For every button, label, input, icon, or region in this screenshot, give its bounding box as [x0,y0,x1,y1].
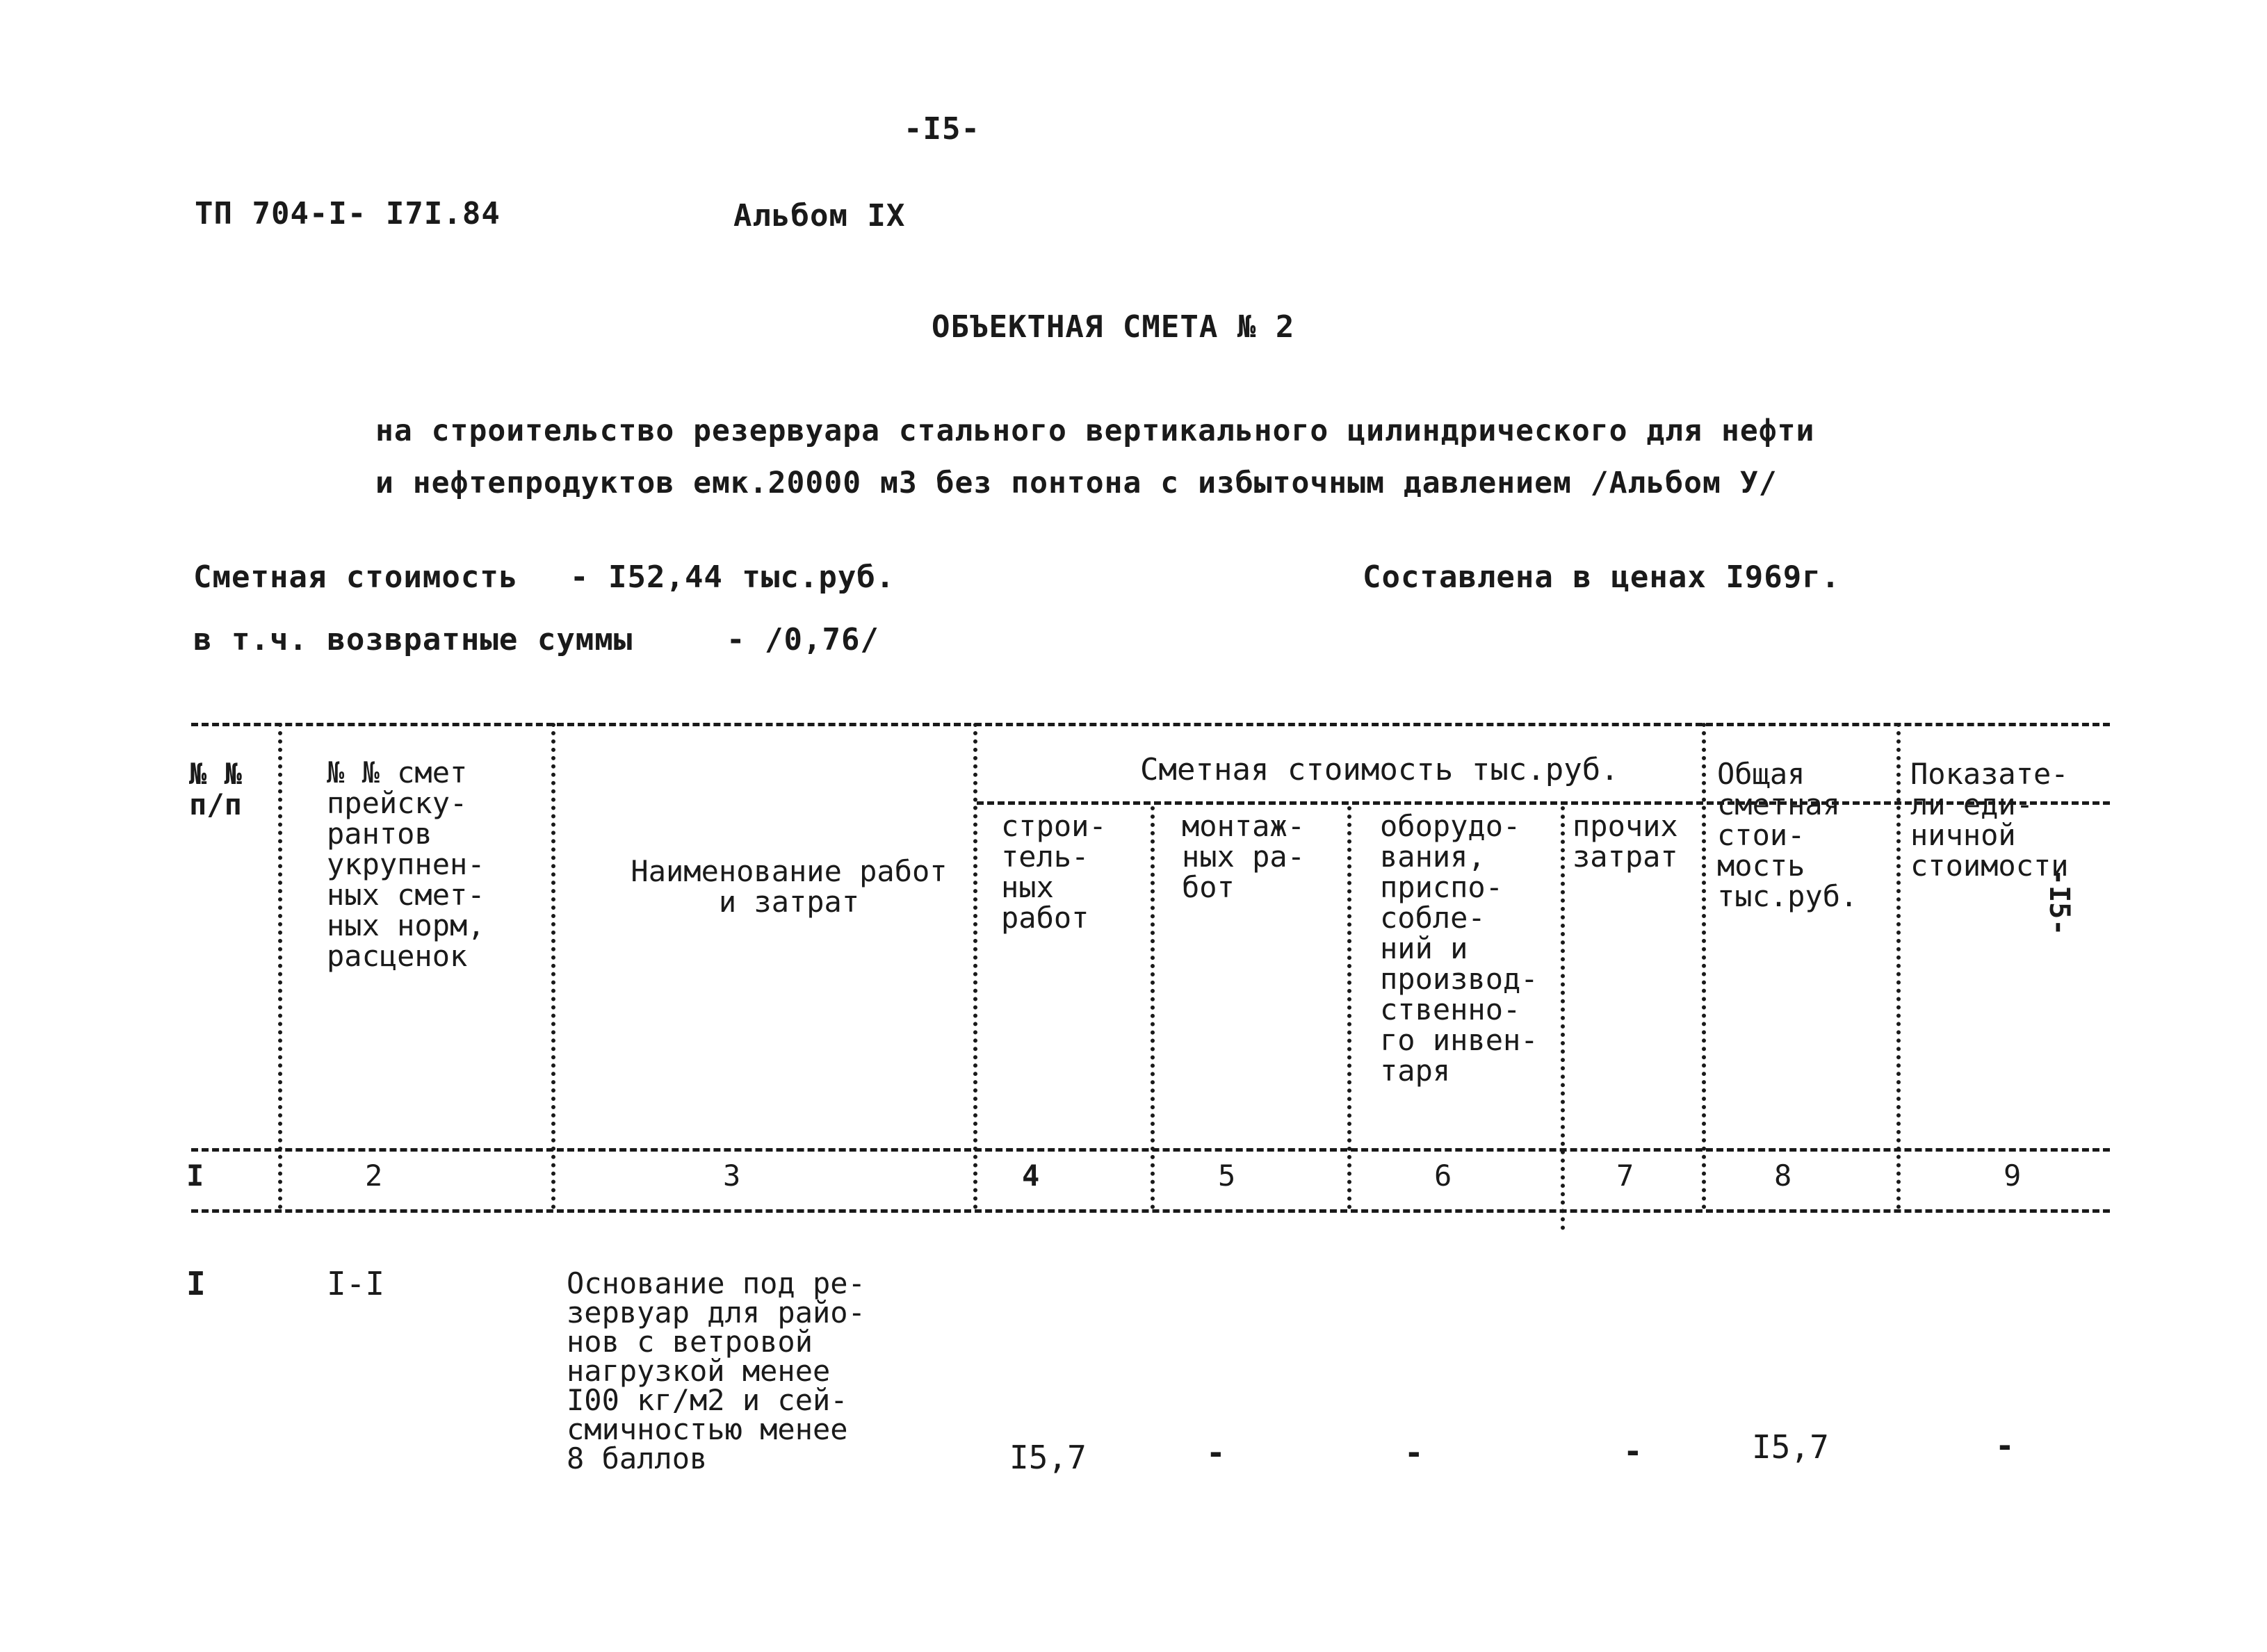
header-cost-group: Сметная стоимость тыс.руб. [1140,752,1619,787]
table-divider-3 [973,723,977,1209]
col-number-6: 6 [1434,1159,1452,1193]
table-divider-2 [551,723,555,1209]
col-number-7: 7 [1616,1159,1634,1193]
table-divider-7 [1702,723,1706,1209]
col-number-1: I [186,1159,204,1193]
side-page-stamp: -I5- [2043,869,2075,936]
row-work-name: Основание под ре- зервуар для райо- нов с ветровой нагрузкой менее I00 кг/м2 и сей- смичностью менее 8 баллов [567,1266,866,1475]
table-divider-8 [1896,723,1901,1209]
header-row-number: № № п/п [189,757,242,821]
header-construction: строи- тель- ных работ [1001,809,1107,935]
cost-value: - I52,44 тыс.руб. [570,559,895,595]
row-construction-cost: I5,7 [1009,1439,1087,1476]
col-number-8: 8 [1774,1159,1792,1193]
row-other-cost: - [1623,1432,1643,1470]
col-number-5: 5 [1218,1159,1236,1193]
col-number-3: 3 [723,1159,741,1193]
subtitle-line-2: и нефтепродуктов емк.20000 м3 без понтона с избыточным давлением /Альбом У/ [375,466,1778,500]
row-code: I-I [327,1265,385,1302]
table-divider-5 [1347,806,1351,1209]
header-code: № № смет прейску- рантов укрупнен- ных смет- ных норм, расценок [327,755,485,973]
page-number: -I5- [904,111,980,147]
cost-label: Сметная стоимость [193,559,519,595]
header-other: прочих затрат [1573,809,1678,874]
table-top-line [191,723,2110,726]
col-number-9: 9 [2004,1159,2022,1193]
prices-note: Составлена в ценах I969г. [1363,559,1841,595]
album-label: Альбом IX [733,198,906,234]
header-installation: монтаж- ных ра- бот [1182,809,1306,904]
header-work-name: Наименование работ и затрат [631,854,948,919]
row-equipment-cost: - [1404,1434,1424,1471]
row-unit-indicator: - [1995,1427,2015,1464]
returnable-label: в т.ч. возвратные суммы [193,622,633,657]
estimate-title: ОБЪЕКТНАЯ СМЕТА № 2 [932,309,1295,345]
subtitle-line-1: на строительство резервуара стального вертикального цилиндрического для нефти [375,414,1815,448]
returnable-value: - /0,76/ [726,622,879,657]
document-code: ТП 704-I- I7I.84 [195,196,501,231]
row-number: I [186,1265,206,1302]
row-total-cost: I5,7 [1752,1428,1829,1466]
table-divider-1 [278,723,282,1209]
numbers-bottom-line [191,1209,2110,1213]
header-indicators: Показате- ли еди- ничной стоимости [1910,757,2069,883]
row-installation-cost: - [1206,1434,1226,1471]
table-divider-4 [1151,806,1155,1209]
header-equipment: оборудо- вания, приспо- собле- ний и производ- ственно- го инвен- таря [1380,809,1538,1088]
header-total: Общая сметная стои- мость тыс.руб. [1717,757,1858,913]
table-divider-6 [1561,806,1565,1230]
col-number-4: 4 [1022,1159,1040,1193]
col-number-2: 2 [365,1159,383,1193]
